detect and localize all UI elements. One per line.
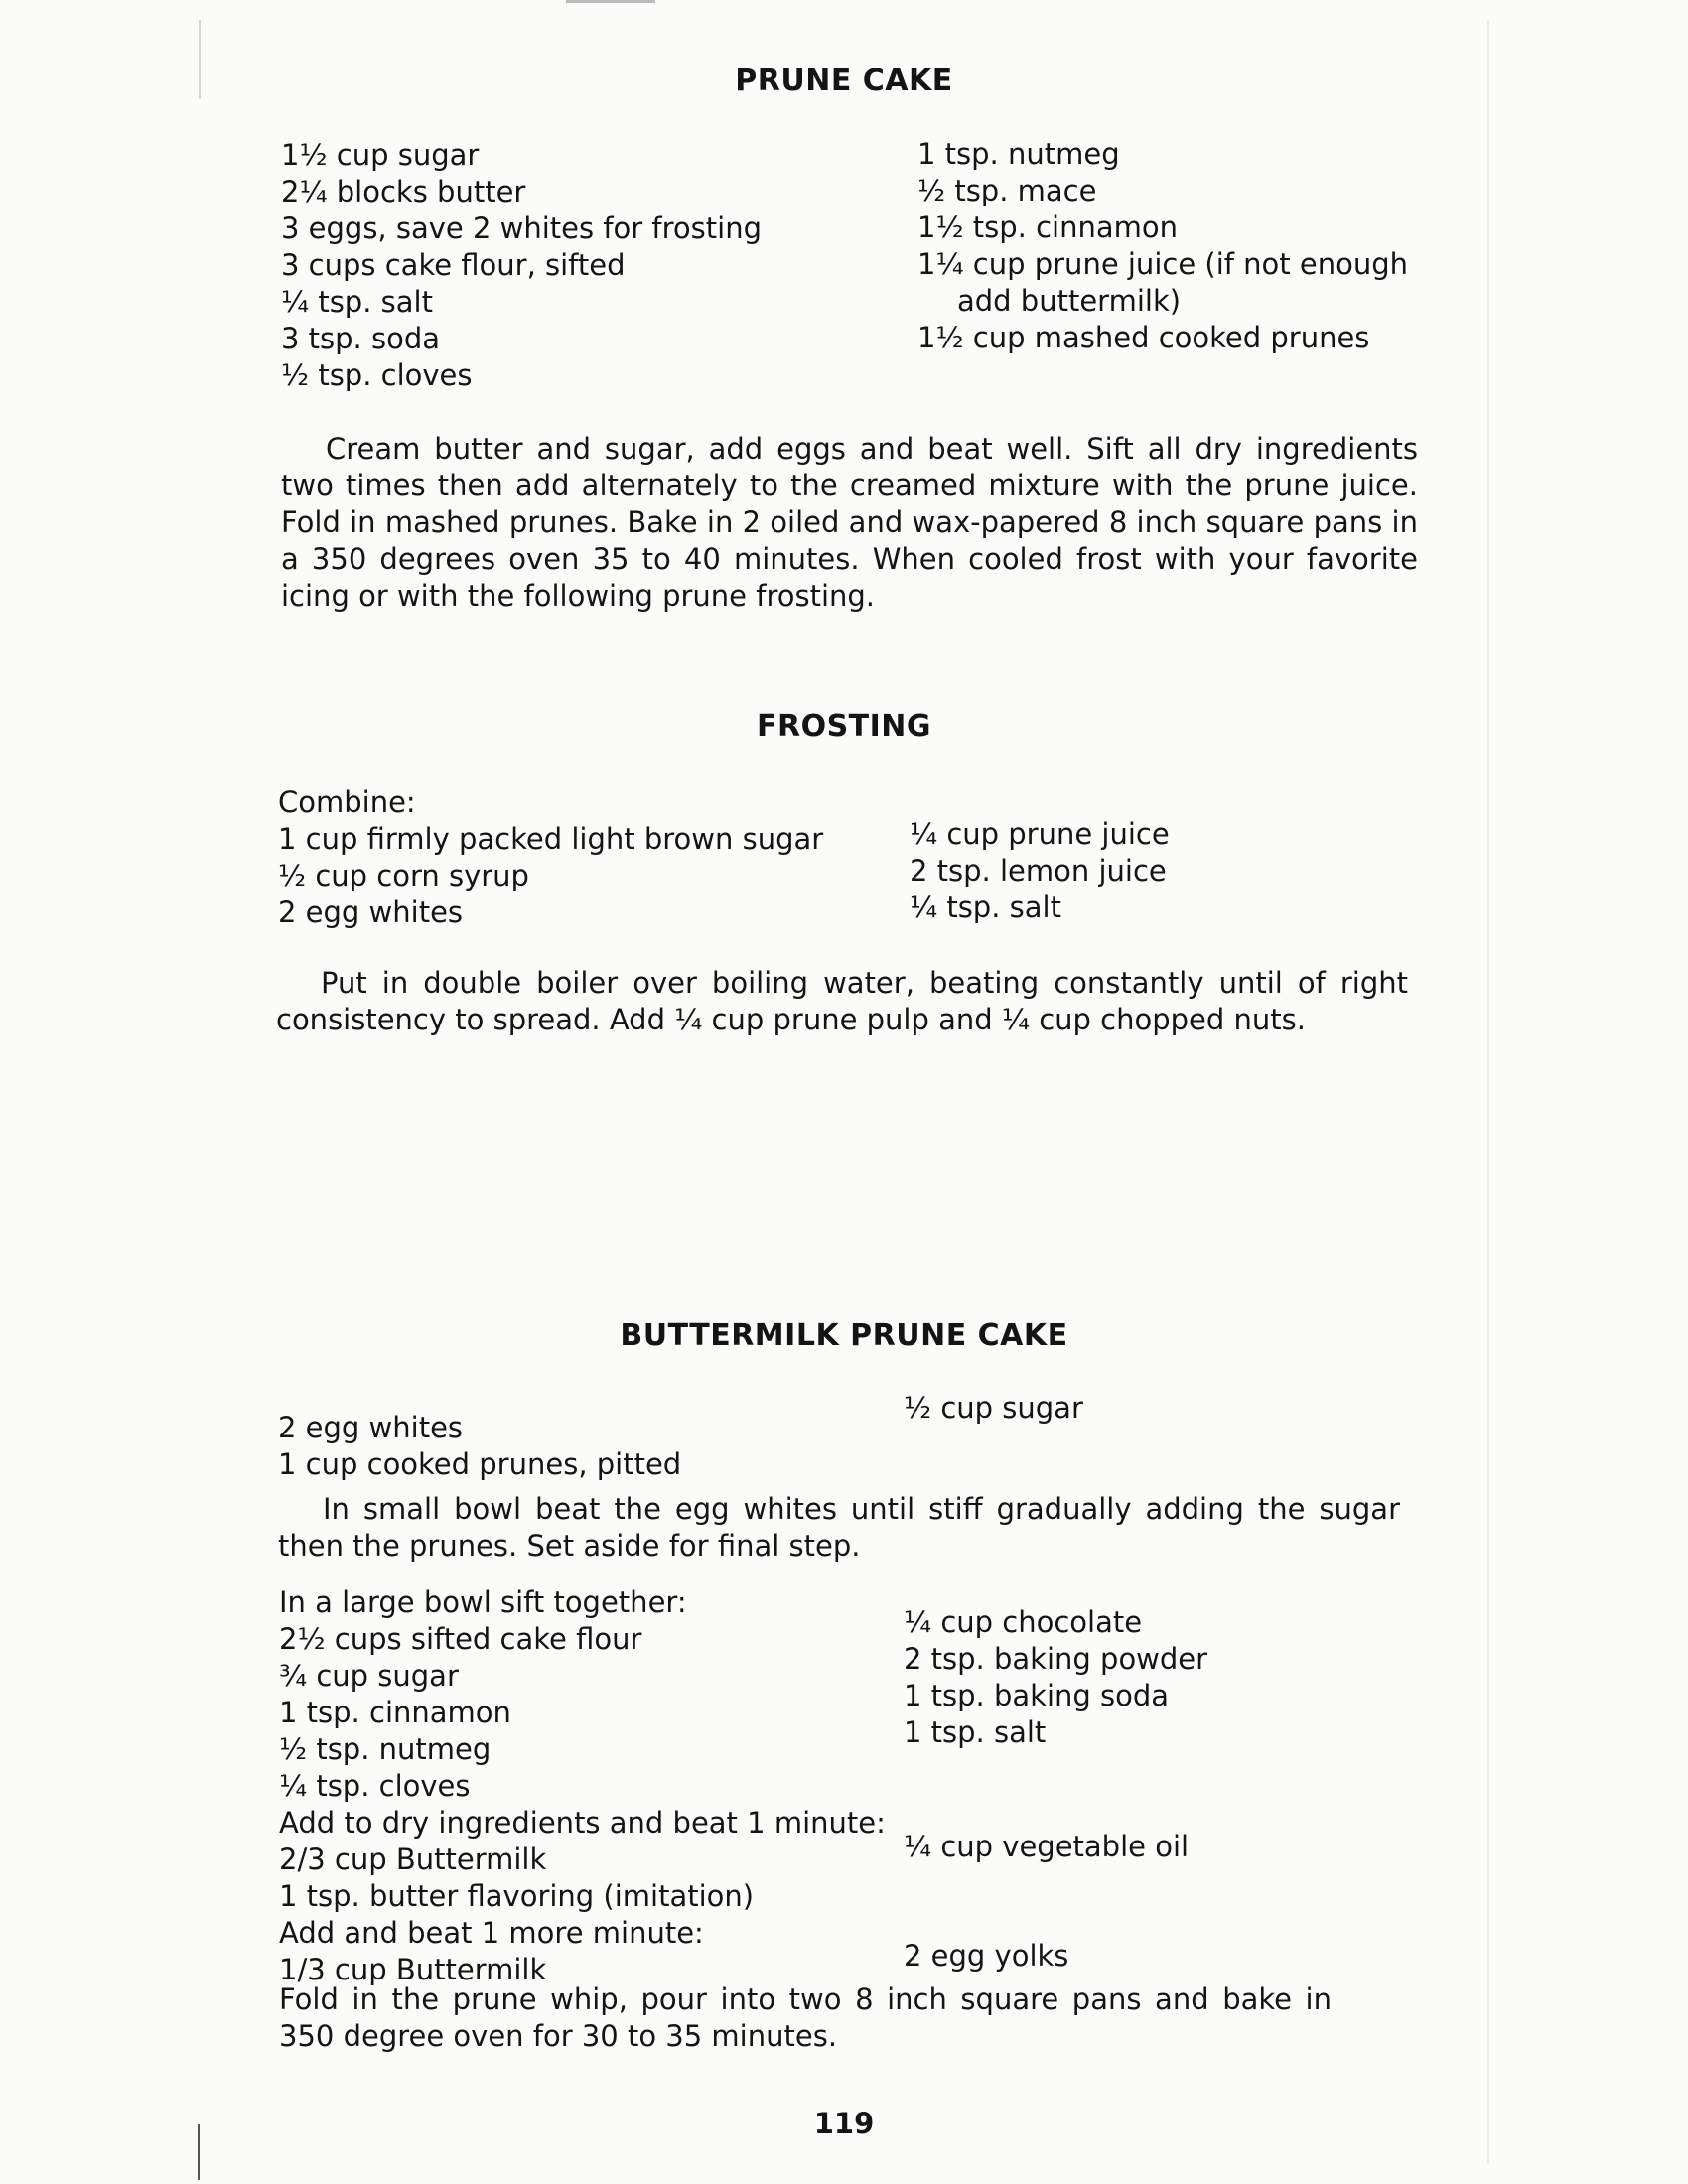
ingredient-line: ½ cup corn syrup: [278, 859, 529, 892]
ingredient-line: ½ tsp. mace: [917, 174, 1097, 207]
ingredient-line: 1 cup cooked prunes, pitted: [278, 1447, 682, 1481]
ingredient-line: 2 egg yolks: [904, 1939, 1069, 1973]
ingredient-line: 1½ tsp. cinnamon: [917, 210, 1179, 244]
ingredient-line: 2½ cups sifted cake flour: [279, 1622, 642, 1656]
ingredient-line: 2 tsp. baking powder: [904, 1642, 1208, 1676]
ingredient-line: ¼ tsp. cloves: [279, 1769, 471, 1803]
add-ingredients-left: [279, 1805, 886, 1988]
dry-ingredients-right: [904, 1604, 1207, 1751]
ingredient-line: 1 tsp. butter flavoring (imitation): [279, 1879, 755, 1913]
ingredient-line: ½ tsp. cloves: [281, 358, 473, 392]
prune-cake-ingredients-right: [917, 136, 1408, 356]
ingredient-line: 3 tsp. soda: [281, 322, 441, 355]
ingredient-line: ¼ cup prune juice: [910, 817, 1170, 851]
frosting-directions: Put in double boiler over boiling water, beating constantly until of right consistency to spread. Add ¼ cup prune pulp and ¼ cup chopped nuts.: [276, 966, 1408, 1036]
step-label: Add and beat 1 more minute:: [279, 1916, 704, 1950]
page-edge-line: [1487, 20, 1489, 2164]
add2-ingredients-right: [904, 1938, 1068, 1975]
ingredient-line: 2 egg whites: [278, 1411, 464, 1444]
whip-ingredients-right: [904, 1390, 1083, 1427]
ingredient-line: 2 tsp. lemon juice: [910, 854, 1167, 887]
combine-label: Combine:: [278, 785, 416, 819]
ingredient-line: ½ cup sugar: [904, 1391, 1083, 1425]
ingredient-line: 2¼ blocks butter: [281, 175, 526, 208]
ingredient-line: 3 eggs, save 2 whites for frosting: [281, 211, 762, 245]
ingredient-line: ¾ cup sugar: [279, 1659, 459, 1693]
ingredient-line: add buttermilk): [957, 284, 1182, 318]
recipe-title-frosting: FROSTING: [756, 709, 932, 744]
ingredient-line: 1 tsp. baking soda: [904, 1679, 1170, 1712]
recipe-title-buttermilk-prune-cake: BUTTERMILK PRUNE CAKE: [620, 1318, 1068, 1353]
step-label: Add to dry ingredients and beat 1 minute:: [279, 1806, 886, 1840]
whip-directions: In small bowl beat the egg whites until stiff gradually adding the sugar then the prunes. Set aside for final step.: [278, 1492, 1400, 1563]
ingredient-line: 2/3 cup Buttermilk: [279, 1843, 547, 1876]
final-directions: Fold in the prune whip, pour into two 8 inch square pans and bake in 350 degree oven for 30 to 35 minutes.: [279, 1982, 1332, 2053]
ingredient-line: 1½ cup sugar: [281, 138, 480, 172]
add-ingredients-right: [904, 1829, 1189, 1865]
dry-ingredients-left: [279, 1584, 687, 1805]
prune-cake-ingredients-left: [281, 137, 762, 394]
scan-artifact: [566, 0, 655, 3]
ingredient-line: 1/3 cup Buttermilk: [279, 1953, 547, 1986]
whip-ingredients-left: [278, 1410, 681, 1483]
frosting-ingredients-right: [910, 816, 1170, 926]
frosting-ingredients-left: [278, 784, 823, 931]
ingredient-line: 1½ cup mashed cooked prunes: [917, 321, 1370, 354]
ingredient-line: 2 egg whites: [278, 895, 464, 929]
ingredient-line: ¼ tsp. salt: [281, 285, 433, 319]
page-number: 119: [813, 2107, 875, 2140]
step-label: In a large bowl sift together:: [279, 1585, 687, 1619]
recipe-title-prune-cake: PRUNE CAKE: [735, 64, 953, 98]
ingredient-line: 1 tsp. salt: [904, 1715, 1047, 1749]
ingredient-line: 1 tsp. cinnamon: [279, 1696, 511, 1729]
ingredient-line: 1 cup firmly packed light brown sugar: [278, 822, 824, 856]
ingredient-line: 3 cups cake flour, sifted: [281, 248, 626, 282]
ingredient-line: ¼ cup chocolate: [904, 1605, 1143, 1639]
prune-cake-directions: Cream butter and sugar, add eggs and beat well. Sift all dry ingredients two times then add alternately to the creamed mixture with the prune juice. Fold in mashed prunes. Bake in 2 oiled and wax-papered 8 inch square pans in a 350 degrees oven 35 to 40 minutes. When cooled frost with your favorite icing or with the following prune frosting.: [281, 432, 1418, 613]
ingredient-line: 1¼ cup prune juice (if not enough: [917, 247, 1409, 281]
ingredient-line: ¼ tsp. salt: [910, 890, 1061, 924]
ingredient-line: ½ tsp. nutmeg: [279, 1732, 492, 1766]
ingredient-line: ¼ cup vegetable oil: [904, 1830, 1190, 1863]
ingredient-line: 1 tsp. nutmeg: [917, 137, 1120, 171]
